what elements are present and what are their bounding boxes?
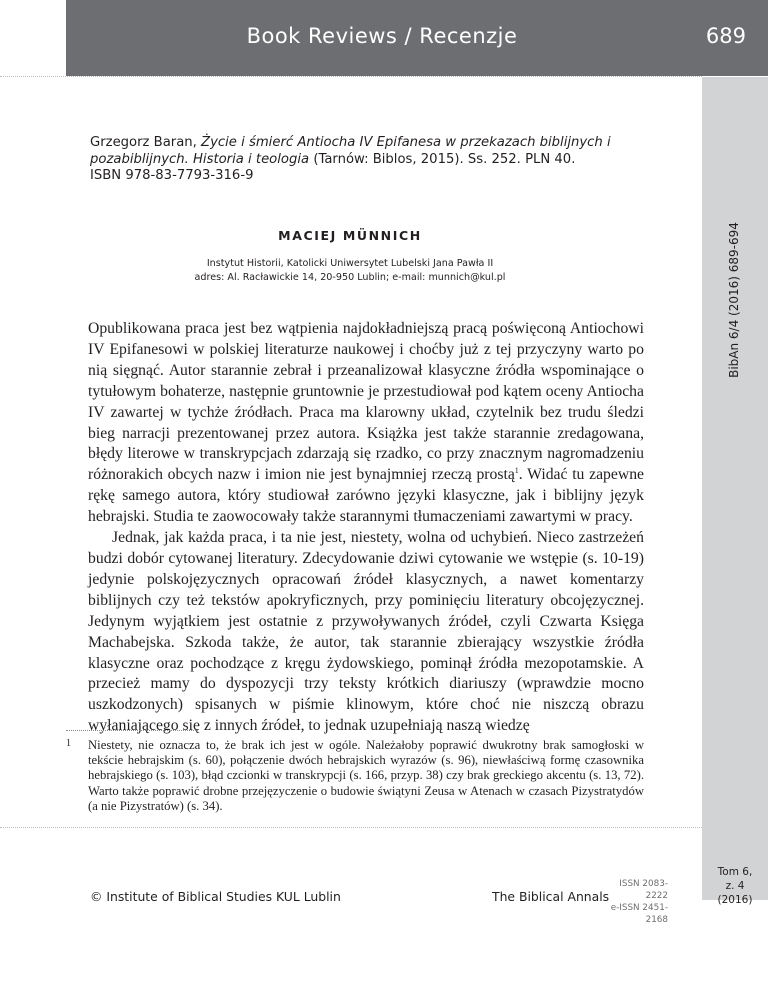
book-publication: (Tarnów: Biblos, 2015). Ss. 252. PLN 40. xyxy=(313,151,576,167)
running-header-title: Book Reviews / Recenzje xyxy=(246,24,518,48)
footer-volume xyxy=(702,865,768,907)
book-citation xyxy=(90,135,670,185)
footer-journal-name: The Biblical Annals xyxy=(492,889,610,904)
side-journal-citation: BibAn 6/4 (2016) 689-694 xyxy=(727,222,741,378)
footnote-rule xyxy=(66,730,196,731)
paragraph-1 xyxy=(88,319,644,528)
book-title: Życie i śmierć Antiocha IV Epifanesa w przekazach biblijnych i pozabiblijnych. Historia i teologia xyxy=(90,135,611,167)
review-body xyxy=(88,319,644,737)
header-divider xyxy=(0,76,702,77)
paragraph-1-part-a: Opublikowana praca jest bez wątpienia najdokładniejszą pracą poświęconą Antiochowi IV Epifanesowi w polskiej literaturze naukowej i choćby już z tej przyczyny warto po nią sięgnąć. Autor starannie zebrał i przeanalizował klasyczne źródła wspominające o tytułowym bohaterze, następnie gruntownie je przestudiował pod kątem oceny Antiocha IV zawartej w tychże źródłach. Praca ma klarowny układ, czytelnik bez trudu śledzi bieg narracji prezentowanej przez autora. Książka jest także starannie zredagowana, błędy literowe w transkrypcjach zdarzają się rzadko, co przy znacznym nagromadzeniu różnorakich obcych nazw i imion nie jest bynajmniej rzeczą prostą xyxy=(88,320,644,484)
book-author: Grzegorz Baran, xyxy=(90,135,197,150)
footnote-text: Niestety, nie oznacza to, że brak ich jest w ogóle. Należałoby poprawić dwukrotny brak samogłoski w tekście hebrajskim (s. 60), połączenie dwóch hebrajskich wyrazów (s. 96), niewłaściwą formę czasownika hebrajskiego (s. 103), błąd czcionki w transkrypcji (s. 166, przyp. 38) czy brak greckiego akcentu (s. 13, 72). Warto także poprawić drobne przejęzyczenie o budowie świątyni Zeusa w Atenach w czasach Pizystratydów (a nie Pizystratów) (s. 34). xyxy=(88,738,644,813)
volume-issue: z. 4 xyxy=(725,880,745,892)
reviewer-affiliation xyxy=(90,257,610,284)
footer-divider xyxy=(0,827,702,828)
volume-year: (2016) xyxy=(717,894,753,906)
footnote-marker[interactable]: 1 xyxy=(514,466,519,476)
paragraph-2: Jednak, jak każda praca, i ta nie jest, niestety, wolna od uchybień. Nieco zastrzeżeń budzi dobór cytowanej literatury. Zdecydowanie dziwi cytowanie we wstępie (s. 10-19) jedynie polskojęzycznych opracowań źródeł klasycznych, a nawet komentarzy biblijnych czy też tekstów apokryficznych, przy pominięciu literatury obcojęzycznej. Jedynym wyjątkiem jest ostatnie z przywoływanych źródeł, czyli Czwarta Księga Machabejska. Szkoda także, że autor, tak starannie zbierający wszystkie źródła klasyczne oraz pochodzące z kręgu żydowskiego, pominął źródła mezopotamskie. A przecież mamy do dyspozycji trzy teksty krótkich diariuszy (wprawdzie mocno uszkodzonych) spisanych w piśmie klinowym, które choć nie niszczą obrazu wyłaniającego się z innych źródeł, to jednak uzupełniają naszą wiedzę xyxy=(88,529,644,735)
page-number: 689 xyxy=(705,24,746,48)
book-isbn: ISBN 978-83-7793-316-9 xyxy=(90,168,254,183)
footnote-number: 1 xyxy=(66,738,71,749)
reviewer-address: adres: Al. Racławickie 14, 20-950 Lublin; e-mail: munnich@kul.pl xyxy=(194,271,506,283)
volume-tom: Tom 6, xyxy=(717,866,753,878)
reviewer-institution: Instytut Historii, Katolicki Uniwersytet Lubelski Jana Pawła II xyxy=(206,258,494,269)
header-bar xyxy=(66,0,768,76)
footer-issn xyxy=(598,878,668,926)
issn-electronic: e-ISSN 2451-2168 xyxy=(610,903,668,925)
issn-print: ISSN 2083-2222 xyxy=(619,879,668,901)
paragraph-1-part-b: . Widać tu zapewne rękę samego autora, który studiował zarówno języki klasyczne, jak i biblijny język hebrajski. Studia te zaowocowały także starannymi tłumaczeniami zawartymi w pracy. xyxy=(88,466,644,526)
side-panel xyxy=(702,77,768,900)
footer-copyright: © Institute of Biblical Studies KUL Lublin xyxy=(90,889,341,904)
reviewer-name: MACIEJ MÜNNICH xyxy=(278,228,422,243)
